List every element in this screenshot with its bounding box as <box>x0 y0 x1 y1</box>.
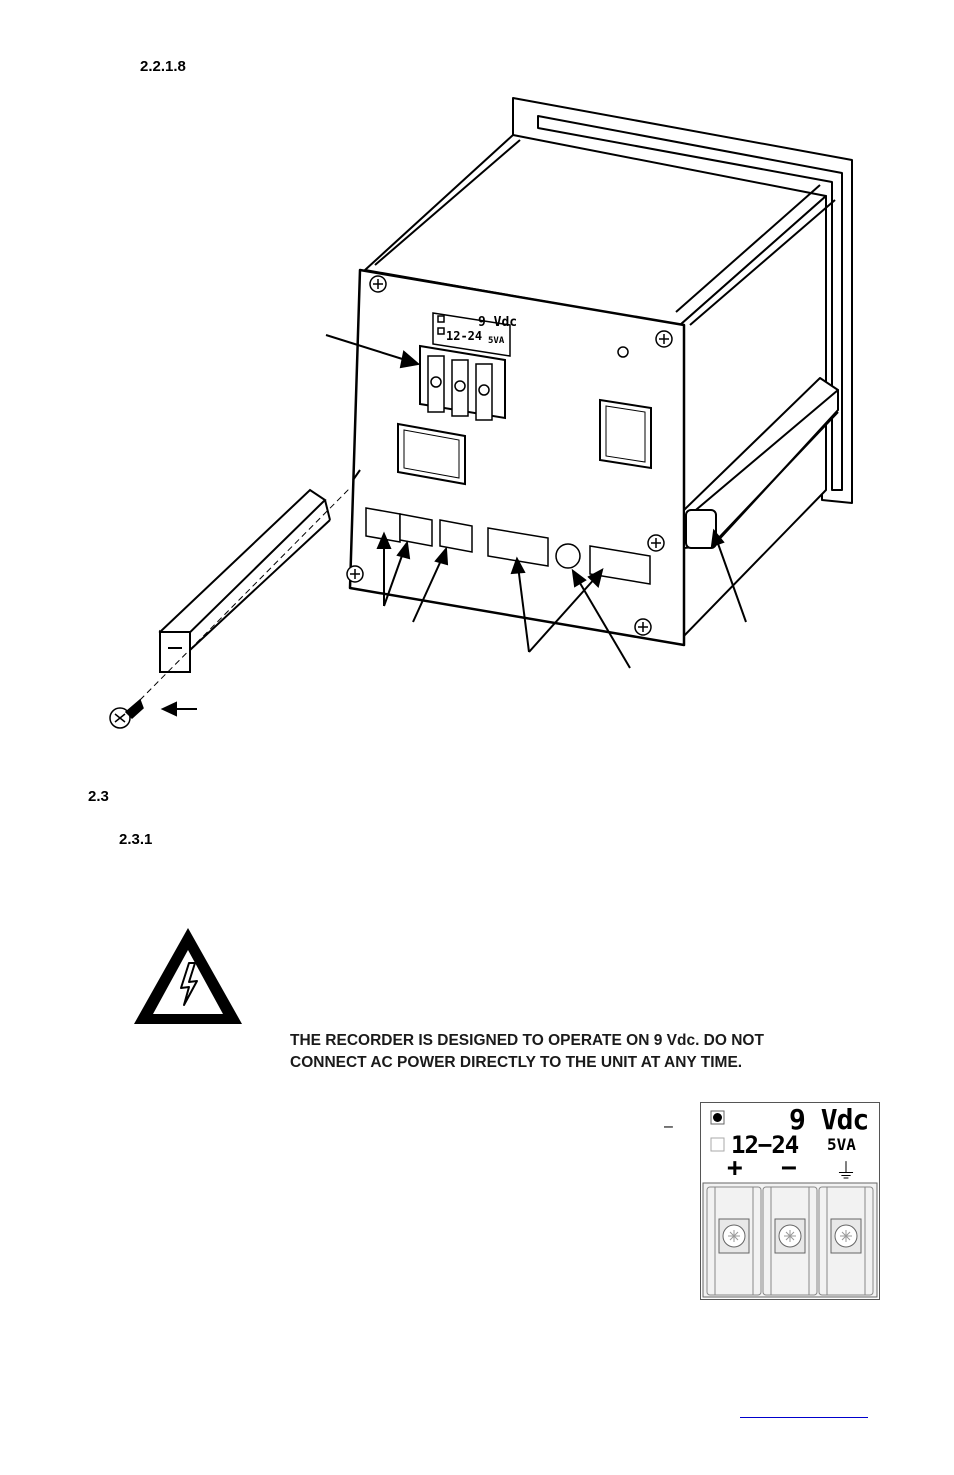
terminal-label-12-24: 12−24 <box>731 1131 799 1159</box>
section-heading-2-3-1: 2.3.1 <box>119 831 153 848</box>
section-heading-2-3: 2.3 <box>88 788 109 805</box>
terminal-label-9vdc: 9 Vdc <box>789 1103 869 1136</box>
terminal-ground-icon: ⏚ <box>835 1160 858 1185</box>
electrical-hazard-icon <box>131 925 245 1027</box>
power-terminal-detail <box>700 1102 880 1300</box>
warning-line-1: THE RECORDER IS DESIGNED TO OPERATE ON 9 Vdc. DO NOT <box>290 1032 764 1049</box>
terminal-plus: + <box>727 1153 743 1183</box>
terminal-label-5va: 5VA <box>827 1135 856 1154</box>
warning-line-2: CONNECT AC POWER DIRECTLY TO THE UNIT AT ANY TIME. <box>290 1054 743 1071</box>
footer-link-underline[interactable] <box>740 1417 868 1418</box>
diagram-label-9vdc: 9 Vdc <box>478 315 518 330</box>
terminal-minus: − <box>781 1153 797 1183</box>
diagram-label-5va: 5VA <box>488 336 505 346</box>
dash-mark: – <box>664 1118 673 1135</box>
diagram-label-12-24: 12-24 <box>446 329 483 343</box>
power-warning <box>290 1030 910 1074</box>
section-heading-2-2-1-8: 2.2.1.8 <box>140 58 186 75</box>
